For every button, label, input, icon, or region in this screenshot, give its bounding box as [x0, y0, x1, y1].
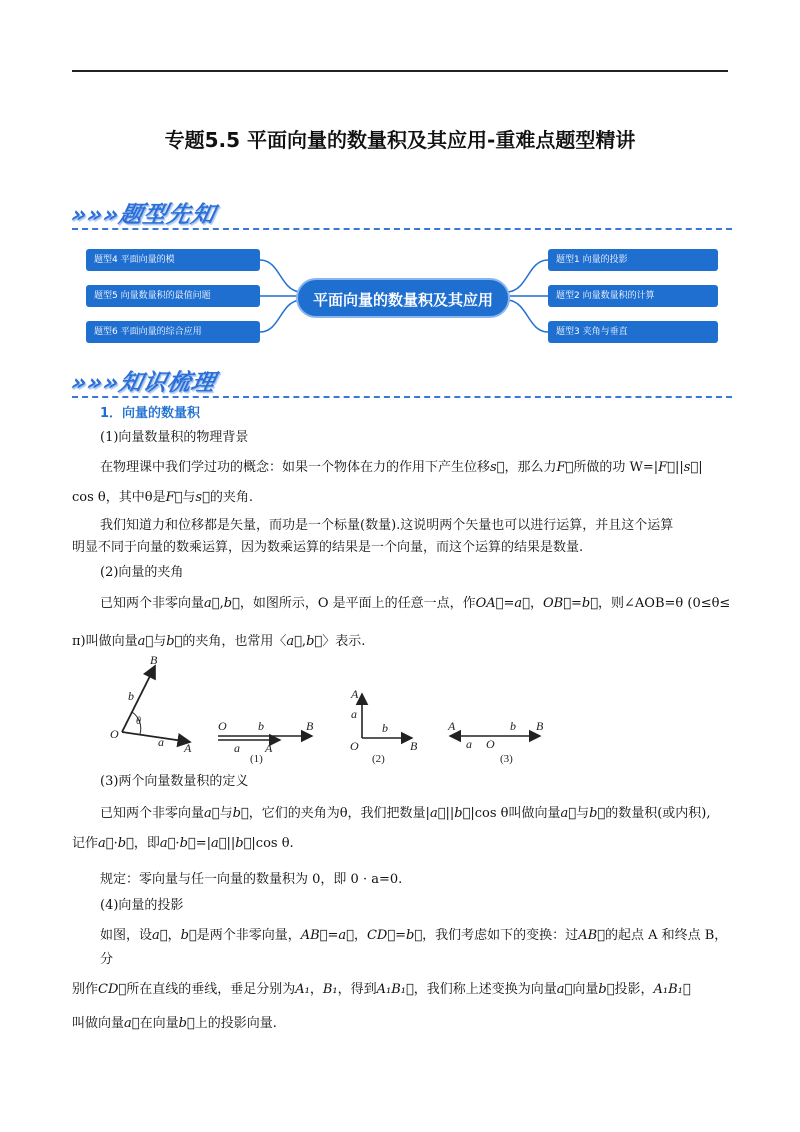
paragraph-work-cont: cos θ，其中θ是F⃗与s⃗的夹角.	[72, 490, 254, 505]
section-header-text: »»»题型先知	[68, 202, 219, 228]
heading-dot-product	[100, 404, 760, 424]
fig3-label-a: a	[466, 737, 472, 751]
fig2-label-b: b	[382, 721, 388, 735]
paragraph-definition-cont: 记作a⃗·b⃗，即a⃗·b⃗=|a⃗||b⃗|cos θ.	[72, 836, 294, 851]
label-a: a	[158, 735, 164, 749]
paragraph-definition: 已知两个非零向量a⃗与b⃗，它们的夹角为θ，我们把数量|a⃗||b⃗|cos θ叫做向量a⃗与b⃗的数量积(或内积),	[100, 806, 711, 821]
fig3-label-O: O	[486, 737, 495, 751]
paragraph-projection-end: 叫做向量a⃗在向量b⃗上的投影向量.	[72, 1016, 277, 1031]
angle-figures	[100, 652, 560, 770]
section-header-knowledge	[68, 364, 732, 398]
paragraph-projection-split: 分	[100, 952, 114, 967]
mindmap-node-type3: 题型3 夹角与垂直	[548, 321, 718, 343]
fig1-label-A: A	[265, 741, 273, 755]
mindmap-node-type6: 题型6 平面向量的综合应用	[86, 321, 260, 343]
fig2-label-B: B	[410, 739, 418, 753]
paragraph-projection-cont: 别作CD⃗所在直线的垂线，垂足分别为A₁，B₁，得到A₁B₁⃗，我们称上述变换为向量a⃗向量b⃗投影，A₁B₁⃗	[72, 982, 691, 997]
label-b: b	[128, 689, 134, 703]
fig2-label-a: a	[351, 707, 357, 721]
section-header-text: »»»知识梳理	[68, 370, 219, 396]
mindmap-node-type5: 题型5 向量数量积的最值问题	[86, 285, 260, 307]
subheading-projection: (4)向量的投影	[100, 898, 184, 913]
fig1-label-a: a	[234, 741, 240, 755]
subheading-definition: (3)两个向量数量积的定义	[100, 774, 249, 789]
subheading-physics: (1)向量数量积的物理背景	[100, 430, 249, 445]
page-title: 专题5.5 平面向量的数量积及其应用-重难点题型精讲	[164, 128, 636, 152]
dashed-divider	[72, 396, 732, 398]
fig3-label-A: A	[448, 719, 456, 733]
heading-text: 1．向量的数量积	[100, 406, 201, 421]
mindmap-center: 平面向量的数量积及其应用	[296, 278, 510, 318]
mindmap-node-type1: 题型1 向量的投影	[548, 249, 718, 271]
label-B: B	[150, 653, 158, 667]
section-header-overview	[68, 196, 732, 230]
subheading-angle: (2)向量的夹角	[100, 565, 184, 580]
paragraph-projection: 如图，设a⃗，b⃗是两个非零向量，AB⃗=a⃗，CD⃗=b⃗，我们考虑如下的变换：过AB⃗的起点 A 和终点 B，	[100, 928, 728, 943]
mindmap-node-type4: 题型4 平面向量的模	[86, 249, 260, 271]
fig1-label-b: b	[258, 719, 264, 733]
paragraph-scalar: 我们知道力和位移都是矢量，而功是一个标量(数量).这说明两个矢量也可以进行运算，并且这个运算	[100, 518, 674, 533]
fig1-label-B: B	[306, 719, 314, 733]
fig2-caption: (2)	[372, 753, 385, 765]
fig1-label-O: O	[218, 719, 227, 733]
fig3-label-B: B	[536, 719, 544, 733]
paragraph-zero-rule: 规定：零向量与任一向量的数量积为 0，即 0 · a=0.	[100, 872, 403, 887]
header-rule	[72, 70, 728, 72]
fig3-label-b: b	[510, 719, 516, 733]
paragraph-work: 在物理课中我们学过功的概念：如果一个物体在力的作用下产生位移s⃗，那么力F⃗所做的功 W=|F⃗||s⃗|	[100, 460, 703, 475]
label-theta: θ	[136, 716, 141, 727]
label-O: O	[110, 727, 119, 741]
fig2-label-O: O	[350, 739, 359, 753]
mindmap-node-type2: 题型2 向量数量积的计算	[548, 285, 718, 307]
vector-a-line	[122, 732, 190, 742]
fig2-label-A: A	[351, 687, 359, 701]
paragraph-angle: 已知两个非零向量a⃗,b⃗，如图所示，O 是平面上的任意一点，作OA⃗=a⃗，OB⃗=b⃗，则∠AOB=θ (0≤θ≤	[100, 596, 731, 611]
fig1-caption: (1)	[250, 753, 263, 765]
fig3-caption: (3)	[500, 753, 513, 765]
dashed-divider	[72, 228, 732, 230]
paragraph-angle-cont: π)叫做向量a⃗与b⃗的夹角，也常用〈a⃗,b⃗〉表示.	[72, 634, 366, 649]
paragraph-scalar-cont: 明显不同于向量的数乘运算，因为数乘运算的结果是一个向量，而这个运算的结果是数量.	[72, 540, 584, 555]
label-A: A	[184, 741, 192, 755]
